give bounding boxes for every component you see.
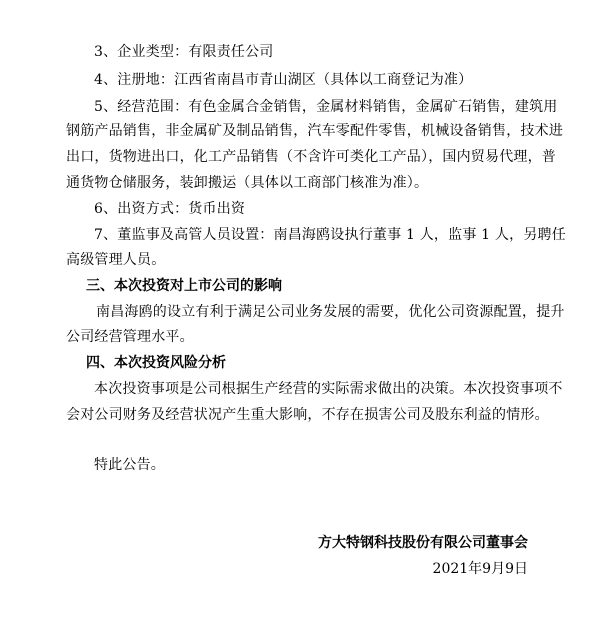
closing-statement: 特此公告。 xyxy=(94,457,165,473)
section-3-paragraph-line-2: 公司经营管理水平。 xyxy=(66,329,194,345)
signature-company: 方大特钢科技股份有限公司董事会 xyxy=(318,535,528,551)
item-business-scope-line-3: 出口，货物进出口，化工产品销售（不含许可类化工产品），国内贸易代理，普 xyxy=(66,149,556,165)
section-3-heading: 三、本次投资对上市公司的影响 xyxy=(86,278,282,294)
item-registered-address: 4、注册地：江西省南昌市青山湖区（具体以工商登记为准） xyxy=(94,72,473,88)
item-business-scope-line-1: 5、经营范围：有色金属合金销售，金属材料销售，金属矿石销售，建筑用 xyxy=(94,99,558,115)
section-3-paragraph-line-1: 南昌海鸥的设立有利于满足公司业务发展的需要，优化公司资源配置，提升 xyxy=(96,304,565,320)
section-4-paragraph-line-1: 本次投资事项是公司根据生产经营的实际需求做出的决策。本次投资事项不 xyxy=(94,381,563,397)
section-4-heading: 四、本次投资风险分析 xyxy=(86,355,226,371)
section-4-paragraph-line-2: 会对公司财务及经营状况产生重大影响，不存在损害公司及股东利益的情形。 xyxy=(66,407,549,423)
item-business-scope-line-4: 通货物仓储服务，装卸搬运（具体以工商部门核准为准）。 xyxy=(66,175,429,191)
item-enterprise-type: 3、企业类型：有限责任公司 xyxy=(94,44,274,60)
item-management-line-1: 7、董监事及高管人员设置：南昌海鸥设执行董事 1 人，监事 1 人，另聘任 xyxy=(94,227,566,243)
item-management-line-2: 高级管理人员。 xyxy=(66,252,166,268)
item-capital-contribution: 6、出资方式：货币出资 xyxy=(94,201,246,217)
signature-date: 2021年9月9日 xyxy=(432,561,528,577)
item-business-scope-line-2: 钢筋产品销售，非金属矿及制品销售，汽车零配件零售，机械设备销售，技术进 xyxy=(66,123,563,139)
